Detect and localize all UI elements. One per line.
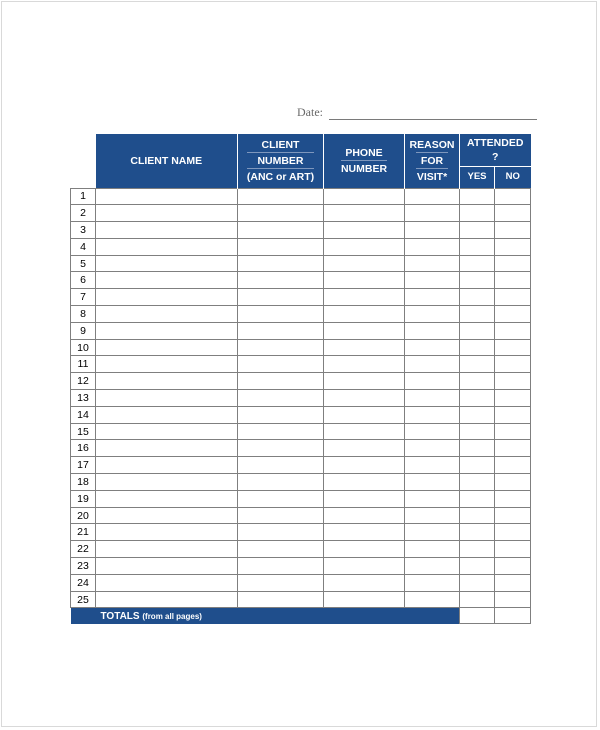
client-name-header: [96, 134, 238, 188]
client-number-cell[interactable]: [238, 205, 324, 222]
no-cell[interactable]: [495, 423, 531, 440]
yes-cell[interactable]: [460, 272, 495, 289]
row-number: 10: [71, 339, 96, 356]
row-number: 17: [71, 457, 96, 474]
yes-cell[interactable]: [460, 222, 495, 239]
yes-cell[interactable]: [460, 457, 495, 474]
phone-number-cell[interactable]: [324, 541, 405, 558]
client-name-cell[interactable]: [96, 440, 238, 457]
no-cell[interactable]: [495, 306, 531, 323]
client-name-cell[interactable]: [96, 356, 238, 373]
client-number-cell[interactable]: [238, 574, 324, 591]
no-cell[interactable]: [495, 373, 531, 390]
client-number-cell[interactable]: [238, 524, 324, 541]
row-number: 8: [71, 306, 96, 323]
row-number: 5: [71, 255, 96, 272]
attended-header: [460, 134, 531, 166]
row-number: 23: [71, 558, 96, 575]
phone-number-cell[interactable]: [324, 289, 405, 306]
reason-cell[interactable]: [405, 390, 460, 407]
client-name-cell[interactable]: [96, 289, 238, 306]
table-row: [71, 306, 531, 323]
no-header: NO: [495, 166, 531, 188]
row-number: 14: [71, 406, 96, 423]
phone-number-cell[interactable]: [324, 373, 405, 390]
yes-cell[interactable]: [460, 406, 495, 423]
reason-cell[interactable]: [405, 222, 460, 239]
client-name-cell[interactable]: [96, 423, 238, 440]
yes-header: YES: [460, 166, 495, 188]
reason-cell[interactable]: [405, 356, 460, 373]
yes-cell[interactable]: [460, 574, 495, 591]
row-number: 4: [71, 238, 96, 255]
client-name-cell[interactable]: [96, 406, 238, 423]
row-number: 9: [71, 322, 96, 339]
client-name-cell[interactable]: [96, 322, 238, 339]
no-cell[interactable]: [495, 591, 531, 608]
client-name-cell[interactable]: [96, 205, 238, 222]
client-number-cell[interactable]: [238, 474, 324, 491]
phone-number-cell[interactable]: [324, 423, 405, 440]
reason-cell[interactable]: [405, 524, 460, 541]
no-cell[interactable]: [495, 356, 531, 373]
client-number-cell[interactable]: [238, 339, 324, 356]
client-name-cell[interactable]: [96, 541, 238, 558]
no-cell[interactable]: [495, 406, 531, 423]
table-row: [71, 238, 531, 255]
table-row: [71, 524, 531, 541]
no-cell[interactable]: [495, 289, 531, 306]
client-name-label: CLIENT NAME: [130, 154, 203, 167]
table-row: [71, 339, 531, 356]
no-cell[interactable]: [495, 238, 531, 255]
client-number-cell[interactable]: [238, 255, 324, 272]
client-name-cell[interactable]: [96, 507, 238, 524]
client-name-cell[interactable]: [96, 457, 238, 474]
totals-note: (from all pages): [142, 611, 202, 621]
no-cell[interactable]: [495, 255, 531, 272]
yes-cell[interactable]: [460, 541, 495, 558]
client-name-cell[interactable]: [96, 524, 238, 541]
no-cell[interactable]: [495, 558, 531, 575]
table-row: [71, 255, 531, 272]
client-name-cell[interactable]: [96, 474, 238, 491]
row-number: 24: [71, 574, 96, 591]
client-number-cell[interactable]: [238, 222, 324, 239]
row-number: 16: [71, 440, 96, 457]
client-name-cell[interactable]: [96, 373, 238, 390]
attended-line-1: ATTENDED: [467, 136, 524, 149]
table-row: [71, 474, 531, 491]
client-name-cell[interactable]: [96, 339, 238, 356]
no-cell[interactable]: [495, 222, 531, 239]
yes-cell[interactable]: [460, 490, 495, 507]
table-row: [71, 406, 531, 423]
no-cell[interactable]: [495, 490, 531, 507]
phone-number-cell[interactable]: [324, 558, 405, 575]
phone-number-cell[interactable]: [324, 591, 405, 608]
no-cell[interactable]: [495, 322, 531, 339]
client-name-cell[interactable]: [96, 390, 238, 407]
yes-cell[interactable]: [460, 423, 495, 440]
no-cell[interactable]: [495, 205, 531, 222]
phone-number-cell[interactable]: [324, 574, 405, 591]
no-cell[interactable]: [495, 574, 531, 591]
phone-number-cell[interactable]: [324, 339, 405, 356]
row-number: 12: [71, 373, 96, 390]
reason-cell[interactable]: [405, 322, 460, 339]
no-cell[interactable]: [495, 339, 531, 356]
phone-number-cell[interactable]: [324, 322, 405, 339]
totals-row: [71, 608, 460, 624]
table-row: [71, 222, 531, 239]
client-number-line-2: NUMBER: [247, 152, 314, 168]
reason-cell[interactable]: [405, 306, 460, 323]
no-cell[interactable]: [495, 188, 531, 205]
row-number: 20: [71, 507, 96, 524]
row-number: 22: [71, 541, 96, 558]
reason-cell[interactable]: [405, 272, 460, 289]
row-number: 18: [71, 474, 96, 491]
table-row: [71, 373, 531, 390]
phone-number-cell[interactable]: [324, 272, 405, 289]
reason-line-1: REASON: [409, 138, 455, 151]
reason-cell[interactable]: [405, 474, 460, 491]
client-number-cell[interactable]: [238, 373, 324, 390]
table-row: [71, 490, 531, 507]
phone-number-cell[interactable]: [324, 390, 405, 407]
phone-number-line-2: NUMBER: [341, 160, 387, 176]
table-row: [71, 356, 531, 373]
no-cell[interactable]: [495, 474, 531, 491]
phone-number-cell[interactable]: [324, 306, 405, 323]
reason-cell[interactable]: [405, 238, 460, 255]
client-name-cell[interactable]: [96, 306, 238, 323]
table-row: [71, 188, 531, 205]
no-cell[interactable]: [495, 457, 531, 474]
row-number: 19: [71, 490, 96, 507]
no-cell[interactable]: [495, 440, 531, 457]
reason-line-2: FOR: [416, 152, 449, 168]
reason-cell[interactable]: [405, 289, 460, 306]
yes-cell[interactable]: [460, 205, 495, 222]
yes-cell[interactable]: [460, 373, 495, 390]
client-name-cell[interactable]: [96, 591, 238, 608]
client-number-cell[interactable]: [238, 457, 324, 474]
client-register-table: [70, 134, 531, 624]
row-number: 2: [71, 205, 96, 222]
phone-number-cell[interactable]: [324, 507, 405, 524]
reason-cell[interactable]: [405, 558, 460, 575]
yes-cell[interactable]: [460, 339, 495, 356]
reason-cell[interactable]: [405, 440, 460, 457]
reason-cell[interactable]: [405, 541, 460, 558]
table-row: [71, 205, 531, 222]
client-number-cell[interactable]: [238, 541, 324, 558]
reason-cell[interactable]: [405, 591, 460, 608]
yes-cell[interactable]: [460, 238, 495, 255]
client-name-cell[interactable]: [96, 272, 238, 289]
table-row: [71, 423, 531, 440]
row-number: 3: [71, 222, 96, 239]
client-number-cell[interactable]: [238, 322, 324, 339]
reason-header: [405, 134, 460, 188]
table-row: [71, 558, 531, 575]
table-row: [71, 541, 531, 558]
row-number: 1: [71, 188, 96, 205]
client-number-cell[interactable]: [238, 490, 324, 507]
date-field: [297, 105, 537, 120]
reason-cell[interactable]: [405, 490, 460, 507]
phone-number-cell[interactable]: [324, 255, 405, 272]
table-row: [71, 322, 531, 339]
client-number-header: [238, 134, 324, 188]
client-name-cell[interactable]: [96, 574, 238, 591]
client-number-cell[interactable]: [238, 591, 324, 608]
table-row: [71, 289, 531, 306]
reason-cell[interactable]: [405, 574, 460, 591]
client-number-cell[interactable]: [238, 507, 324, 524]
reason-cell[interactable]: [405, 205, 460, 222]
client-number-cell[interactable]: [238, 289, 324, 306]
date-label: Date:: [297, 105, 323, 119]
yes-cell[interactable]: [460, 390, 495, 407]
date-blank-line[interactable]: [329, 107, 537, 120]
table-row: [71, 457, 531, 474]
client-number-line-1: CLIENT: [261, 138, 300, 151]
client-number-cell[interactable]: [238, 440, 324, 457]
yes-cell[interactable]: [460, 591, 495, 608]
table-row: [71, 507, 531, 524]
row-number: 25: [71, 591, 96, 608]
phone-number-header: [324, 134, 405, 188]
row-number: 7: [71, 289, 96, 306]
client-number-line-3: (ANC or ART): [247, 168, 314, 184]
phone-number-cell[interactable]: [324, 490, 405, 507]
no-cell[interactable]: [495, 524, 531, 541]
row-number: 13: [71, 390, 96, 407]
client-number-cell[interactable]: [238, 238, 324, 255]
phone-number-cell[interactable]: [324, 188, 405, 205]
phone-number-cell[interactable]: [324, 356, 405, 373]
reason-cell[interactable]: [405, 188, 460, 205]
reason-cell[interactable]: [405, 255, 460, 272]
client-name-cell[interactable]: [96, 222, 238, 239]
phone-number-cell[interactable]: [324, 474, 405, 491]
reason-cell[interactable]: [405, 373, 460, 390]
reason-cell[interactable]: [405, 339, 460, 356]
client-name-cell[interactable]: [96, 558, 238, 575]
yes-cell[interactable]: [460, 306, 495, 323]
totals-no-cell[interactable]: [495, 608, 531, 624]
phone-number-cell[interactable]: [324, 457, 405, 474]
attended-line-2: ?: [492, 150, 499, 163]
client-number-cell[interactable]: [238, 306, 324, 323]
phone-number-cell[interactable]: [324, 406, 405, 423]
reason-cell[interactable]: [405, 457, 460, 474]
client-number-cell[interactable]: [238, 423, 324, 440]
no-cell[interactable]: [495, 541, 531, 558]
yes-cell[interactable]: [460, 255, 495, 272]
client-number-cell[interactable]: [238, 356, 324, 373]
yes-cell[interactable]: [460, 356, 495, 373]
yes-cell[interactable]: [460, 188, 495, 205]
no-cell[interactable]: [495, 272, 531, 289]
table-row: [71, 440, 531, 457]
no-cell[interactable]: [495, 507, 531, 524]
phone-number-cell[interactable]: [324, 222, 405, 239]
yes-cell[interactable]: [460, 440, 495, 457]
table-row: [71, 591, 531, 608]
row-number: 21: [71, 524, 96, 541]
client-number-cell[interactable]: [238, 390, 324, 407]
reason-cell[interactable]: [405, 406, 460, 423]
table-row: [71, 390, 531, 407]
table-body: [71, 188, 531, 608]
row-number: 15: [71, 423, 96, 440]
totals-yes-cell[interactable]: [460, 608, 495, 624]
row-number: 6: [71, 272, 96, 289]
table-row: [71, 272, 531, 289]
phone-number-cell[interactable]: [324, 205, 405, 222]
reason-cell[interactable]: [405, 423, 460, 440]
phone-number-cell[interactable]: [324, 440, 405, 457]
phone-number-line-1: PHONE: [345, 146, 383, 159]
no-cell[interactable]: [495, 390, 531, 407]
client-number-cell[interactable]: [238, 406, 324, 423]
client-name-cell[interactable]: [96, 490, 238, 507]
row-number-header: [71, 134, 96, 188]
phone-number-cell[interactable]: [324, 238, 405, 255]
yes-cell[interactable]: [460, 322, 495, 339]
totals-label: TOTALS: [100, 610, 140, 622]
yes-cell[interactable]: [460, 524, 495, 541]
yes-cell[interactable]: [460, 289, 495, 306]
yes-cell[interactable]: [460, 507, 495, 524]
client-name-cell[interactable]: [96, 255, 238, 272]
reason-cell[interactable]: [405, 507, 460, 524]
row-number: 11: [71, 356, 96, 373]
phone-number-cell[interactable]: [324, 524, 405, 541]
client-number-cell[interactable]: [238, 272, 324, 289]
client-number-cell[interactable]: [238, 558, 324, 575]
yes-cell[interactable]: [460, 474, 495, 491]
table-row: [71, 574, 531, 591]
client-number-cell[interactable]: [238, 188, 324, 205]
reason-line-3: VISIT*: [416, 168, 449, 184]
yes-cell[interactable]: [460, 558, 495, 575]
client-name-cell[interactable]: [96, 188, 238, 205]
client-name-cell[interactable]: [96, 238, 238, 255]
